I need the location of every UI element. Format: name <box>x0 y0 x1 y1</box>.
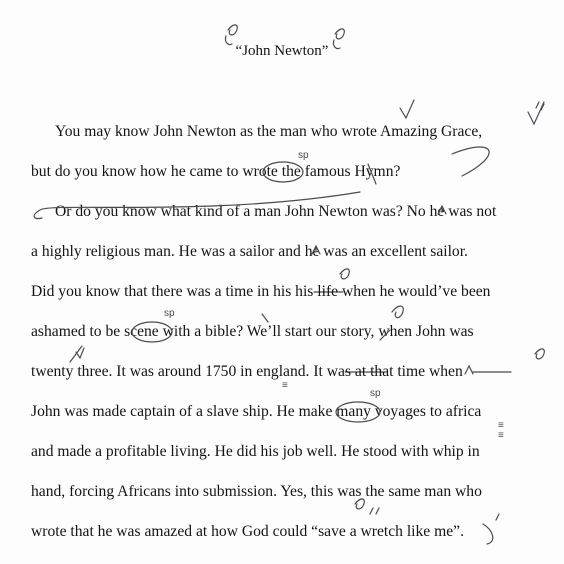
insert-quote-icon <box>370 508 379 514</box>
essay-line-11: wrote that he was amazed at how God could “save a wretch like me”. <box>31 523 464 540</box>
delete-mark-icon <box>340 269 349 279</box>
capitalization-mark: ≡ <box>498 430 504 441</box>
essay-title: “John Newton” <box>235 43 329 59</box>
spelling-mark: sp <box>164 308 175 319</box>
insert-caret-icon <box>465 366 473 374</box>
insert-caret-icon <box>262 314 268 322</box>
essay-line-6: ashamed to be scene with a bible? We’ll start our story, when John was <box>31 323 474 340</box>
spelling-mark: sp <box>298 150 309 161</box>
spelling-mark: sp <box>370 388 381 399</box>
essay-line-1: You may know John Newton as the man who wrote Amazing Grace, <box>55 123 483 140</box>
delete-mark-icon <box>483 514 499 544</box>
essay-line-9: and made a profitable living. He did his job well. He stood with whip in <box>31 443 480 460</box>
delete-mark-icon <box>225 25 237 45</box>
essay-line-4: a highly religious man. He was a sailor and he was an excellent sailor. <box>31 243 468 260</box>
capitalization-mark: ≡ <box>498 420 504 431</box>
check-mark-icon <box>528 102 544 124</box>
essay-line-5: Did you know that there was a time in his his life when he would’ve been <box>31 283 491 300</box>
essay-line-7: twenty three. It was around 1750 in england. It was at that time when <box>31 363 463 380</box>
check-mark-icon <box>400 100 414 118</box>
capitalization-mark: ≡ <box>282 380 288 391</box>
essay-line-8: John was made captain of a slave ship. He make many voyages to africa <box>31 403 482 420</box>
insert-hyphen-icon <box>70 346 84 362</box>
essay-line-2: but do you know how he came to wrote the famous Hymn? <box>31 163 401 180</box>
insert-quote-icon <box>536 102 544 110</box>
essay-line-10: hand, forcing Africans into submission. Yes, this was the same man who <box>31 483 482 500</box>
delete-mark-icon <box>535 349 544 359</box>
essay-line-3: Or do you know what kind of a man John Newton was? No he was not <box>55 203 497 220</box>
